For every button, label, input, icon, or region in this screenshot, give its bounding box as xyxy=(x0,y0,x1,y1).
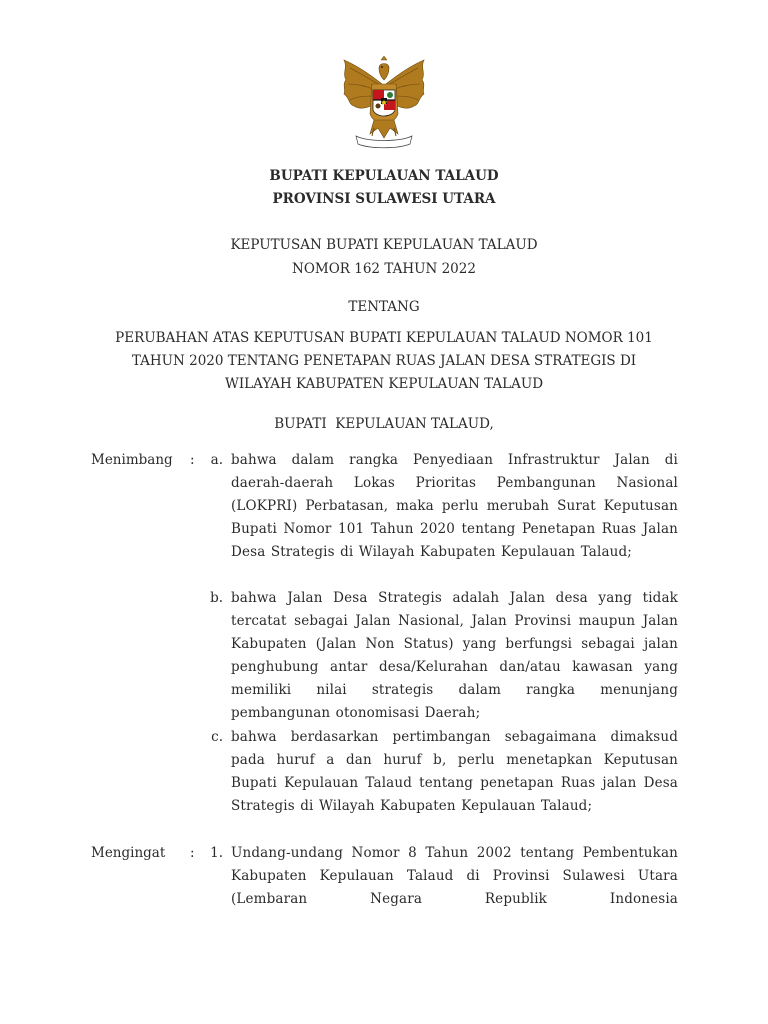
regent-title: BUPATI KEPULAUAN TALAUD xyxy=(269,168,499,184)
decree-title: KEPUTUSAN BUPATI KEPULAUAN TALAUD xyxy=(230,237,538,253)
menimbang-marker-c: c. xyxy=(211,729,223,745)
subject-line-1: PERUBAHAN ATAS KEPUTUSAN BUPATI KEPULAUAN TALAUD NOMOR 101 xyxy=(115,330,653,346)
garuda-emblem-icon xyxy=(334,54,434,152)
mengingat-colon: : xyxy=(190,845,195,861)
mengingat-item-1: Undang-undang Nomor 8 Tahun 2002 tentang Pembentukan Kabupaten Kepulauan Talaud di Provinsi Sulawesi Utara (Lembaran Negara Republik Indonesia xyxy=(231,845,678,907)
tentang-heading: TENTANG xyxy=(348,299,420,315)
menimbang-marker-a: a. xyxy=(210,452,223,468)
mengingat-marker-1: 1. xyxy=(210,845,223,861)
menimbang-colon: : xyxy=(190,452,195,468)
menimbang-marker-b: b. xyxy=(210,590,223,606)
menimbang-item-b: bahwa Jalan Desa Strategis adalah Jalan desa yang tidak tercatat sebagai Jalan Nasional, Jalan Provinsi maupun Jalan Kabupaten (Jalan Non Status) yang berfungsi sebagai jalan penghubung antar desa/Kelurahan dan/atau kawasan yang memiliki nilai strategis dalam rangka menunjang pembangunan otonomisasi Daerah; xyxy=(231,590,678,721)
decree-number: NOMOR 162 TAHUN 2022 xyxy=(292,261,476,277)
province-title: PROVINSI SULAWESI UTARA xyxy=(272,191,496,207)
menimbang-item-c: bahwa berdasarkan pertimbangan sebagaimana dimaksud pada huruf a dan huruf b, perlu menetapkan Keputusan Bupati Kepulauan Talaud tentang penetapan Ruas jalan Desa Strategis di Wilayah Kabupaten Kepulauan Talaud; xyxy=(231,729,678,814)
issuer-heading: BUPATI KEPULAUAN TALAUD, xyxy=(274,416,494,432)
menimbang-item-a: bahwa dalam rangka Penyediaan Infrastruktur Jalan di daerah-daerah Lokas Prioritas Pembangunan Nasional (LOKPRI) Perbatasan, maka perlu merubah Surat Keputusan Bupati Nomor 101 Tahun 2020 tentang Penetapan Ruas Jalan Desa Strategis di Wilayah Kabupaten Kepulauan Talaud; xyxy=(231,452,678,560)
mengingat-label: Mengingat xyxy=(91,845,166,861)
subject-line-2: TAHUN 2020 TENTANG PENETAPAN RUAS JALAN DESA STRATEGIS DI xyxy=(131,353,637,369)
subject-line-3: WILAYAH KABUPATEN KEPULAUAN TALAUD xyxy=(224,376,544,392)
menimbang-label: Menimbang xyxy=(91,452,173,468)
